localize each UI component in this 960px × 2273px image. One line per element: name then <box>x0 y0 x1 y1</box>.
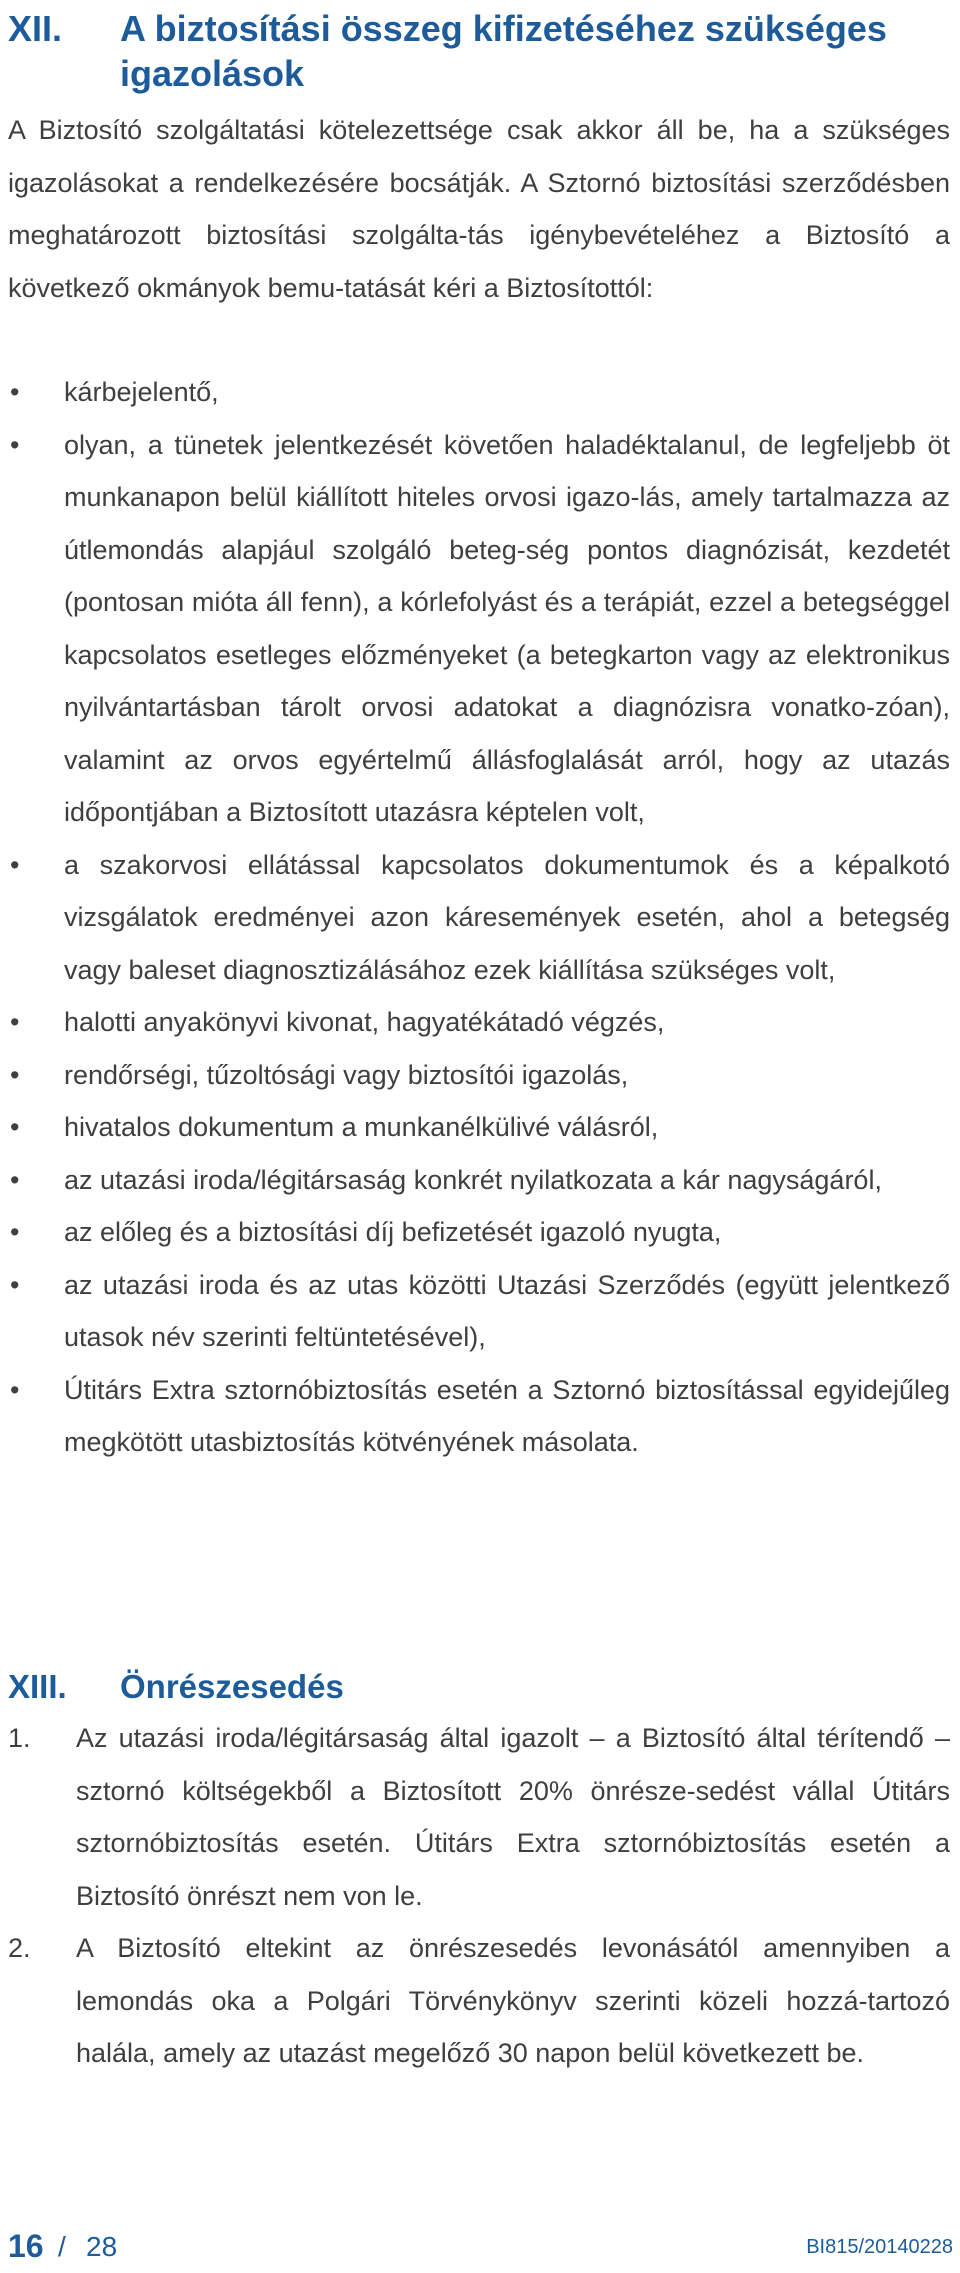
list-item <box>0 366 950 419</box>
page-footer <box>8 2228 953 2262</box>
list-item-text: Útitárs Extra sztornóbiztosítás esetén a Sztornó biztosítással egyidejűleg megkötött utasbiztosítás kötvényének másolata. <box>64 1374 950 1457</box>
section-xii-number: XII. <box>8 8 63 49</box>
list-item <box>0 1364 950 1469</box>
list-item <box>0 1206 950 1259</box>
list-item-text: halotti anyakönyvi kivonat, hagyatékátadó végzés, <box>64 1007 665 1037</box>
list-item <box>0 1259 950 1364</box>
page-number-total: 28 <box>86 2231 118 2262</box>
bullet-icon: • <box>10 849 20 880</box>
list-item <box>0 1049 950 1102</box>
item-text: A Biztosító eltekint az önrészesedés levonásától amennyiben a lemondás oka a Polgári Törvénykönyv szerinti közeli hozzá-tartozó halála, amely az utazást megelőző 30 napon belül következett be. <box>76 1933 950 2068</box>
item-text: Az utazási iroda/légitársaság által igazolt – a Biztosító által térítendő – sztornó költségekből a Biztosított 20% önrésze-sedést vállal Útitárs sztornóbiztosítás esetén. Útitárs Extra sztornóbiztosítás esetén a Biztosító önrészt nem von le. <box>76 1723 950 1911</box>
list-item <box>0 839 950 997</box>
item-number: 1. <box>8 1723 31 1753</box>
list-item <box>0 1154 950 1207</box>
list-item <box>0 996 950 1049</box>
list-item-text: az utazási iroda/légitársaság konkrét nyilatkozata a kár nagyságáról, <box>64 1164 882 1195</box>
bullet-icon: • <box>10 377 20 407</box>
list-item <box>0 1101 950 1154</box>
section-xiii-heading <box>0 1664 950 1709</box>
section-xii-intro: A Biztosító szolgáltatási kötelezettsége csak akkor áll be, ha a szükséges igazolásokat a rendelkezésére bocsátják. A Sztornó biztosítási szerződésben meghatározott biztosítási szolgálta-tás igénybevételéhez a Biztosító a következő okmányok bemu-tatását kéri a Biztosítottól: <box>8 115 950 303</box>
page-number-separator: / <box>58 2231 66 2262</box>
bullet-icon: • <box>10 1269 20 1300</box>
list-item-text: rendőrségi, tűzoltósági vagy biztosítói igazolás, <box>64 1059 629 1090</box>
bullet-icon: • <box>10 1374 20 1405</box>
bullet-icon: • <box>10 1007 20 1037</box>
section-xiii-number: XIII. <box>8 1668 67 1705</box>
bullet-icon: • <box>10 429 20 460</box>
item-number: 2. <box>8 1933 31 1963</box>
numbered-item <box>0 1712 950 1922</box>
numbered-item <box>0 1922 950 2080</box>
list-item-text: olyan, a tünetek jelentkezését követően haladéktalanul, de legfeljebb öt munkanapon belül kiállított hiteles orvosi igazo-lás, amely tartalmazza az útlemondás alapjául szolgáló beteg-ség pontos diagnózisát, kezdetét (pontosan mióta áll fenn), a kórlefolyást és a terápiát, ezzel a betegséggel kapcsolatos esetleges előzményeket (a betegkarton vagy az elektronikus nyilvántartásban tárolt orvosi adatokat a diagnózisra vonatko-zóan), valamint az orvos egyértelmű állásfoglalását arról, hogy az utazás időpontjában a Biztosított utazásra képtelen volt, <box>64 429 950 827</box>
section-xii-heading <box>0 6 950 96</box>
section-xiii-title: Önrészesedés <box>120 1668 344 1705</box>
bullet-icon: • <box>10 1059 20 1090</box>
bullet-icon: • <box>10 1112 20 1142</box>
list-item-text: a szakorvosi ellátással kapcsolatos dokumentumok és a képalkotó vizsgálatok eredményei azon káresemények esetén, ahol a betegség vagy baleset diagnosztizálásához ezek kiállítása szükséges volt, <box>64 849 950 985</box>
list-item-text: az utazási iroda és az utas közötti Utazási Szerződés (együtt jelentkező utasok név szerinti feltüntetésével), <box>64 1269 950 1352</box>
required-documents-list <box>0 366 950 1469</box>
bullet-icon: • <box>10 1217 20 1247</box>
list-item-text: hivatalos dokumentum a munkanélkülivé válásról, <box>64 1112 659 1142</box>
document-code: BI815/20140228 <box>806 2236 953 2258</box>
bullet-icon: • <box>10 1164 20 1195</box>
deductible-list <box>0 1712 950 2080</box>
list-item-text: az előleg és a biztosítási díj befizetését igazoló nyugta, <box>64 1217 722 1247</box>
list-item <box>0 419 950 839</box>
list-item-text: kárbejelentő, <box>64 377 219 407</box>
section-xii-title: A biztosítási összeg kifizetéséhez szükséges igazolások <box>120 8 887 94</box>
page-number-current: 16 <box>8 2228 44 2264</box>
